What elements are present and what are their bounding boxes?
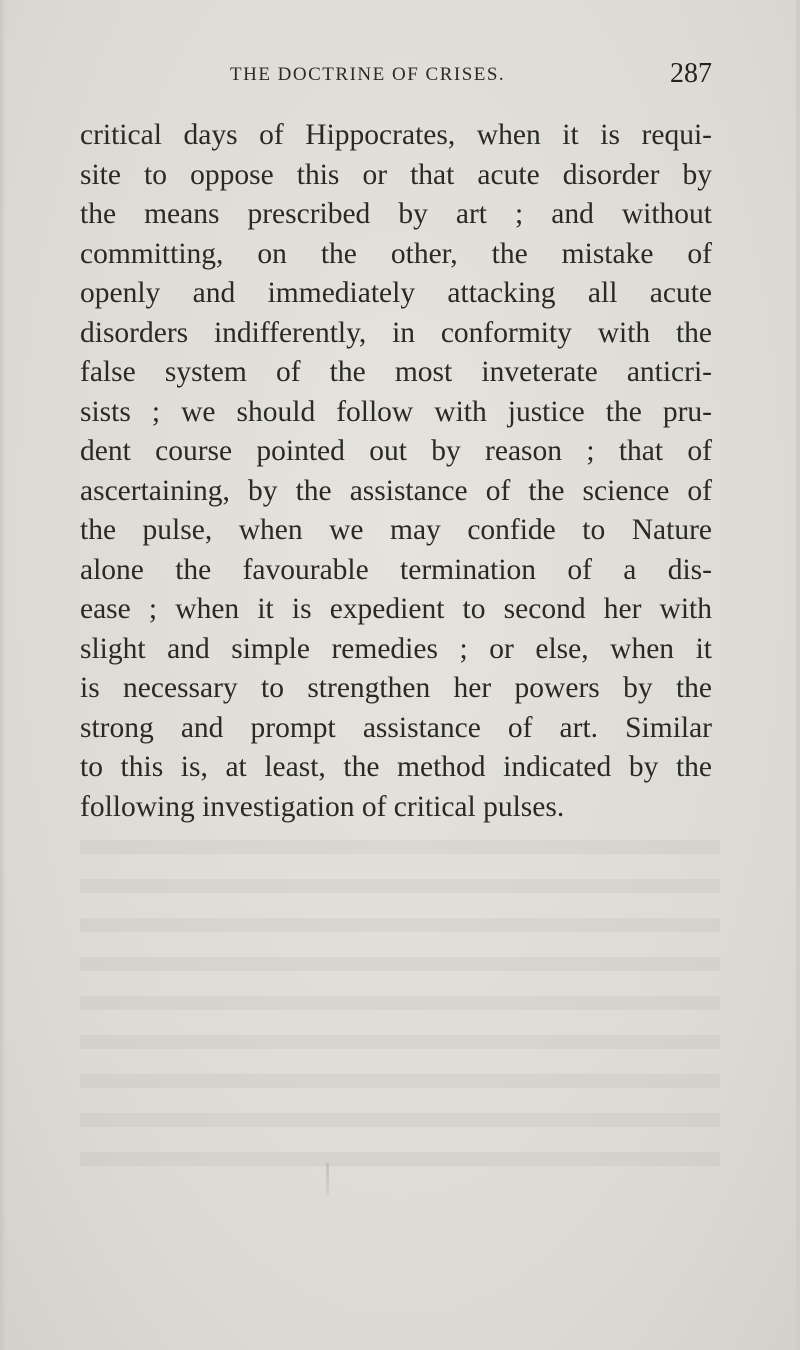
page-edge-right [796,0,800,1350]
text-line: false system of the most inveterate anticri- [80,356,712,388]
text-line: the pulse, when we may confide to Nature [80,514,712,546]
text-line-last: following investigation of critical pulses. [80,790,565,823]
text-line: the means prescribed by art ; and without [80,198,712,230]
text-line: alone the favourable termination of a dis- [80,553,712,586]
running-head: THE DOCTRINE OF CRISES. [230,64,506,85]
text-line: strong and prompt assistance of art. Similar [80,711,712,744]
text-line: site to oppose this or that acute disorder by [80,158,712,191]
text-line: critical days of Hippocrates, when it is requi- [80,119,712,151]
text-line: openly and immediately attacking all acute [80,277,712,309]
text-line: slight and simple remedies ; or else, when it [80,632,712,665]
text-line: sists ; we should follow with justice the pru- [80,395,712,428]
text-line: dent course pointed out by reason ; that of [80,435,712,467]
text-line: is necessary to strengthen her powers by the [80,672,712,704]
page-header [80,58,712,94]
text-line: ascertaining, by the assistance of the science of [80,474,712,507]
body-text [80,116,712,827]
paper-mark [326,1163,329,1195]
text-line: committing, on the other, the mistake of [80,237,712,270]
show-through-text [80,840,720,1180]
page-number: 287 [670,58,712,89]
text-line: to this is, at least, the method indicated by the [80,751,712,783]
text-line: disorders indifferently, in conformity with the [80,316,712,349]
page-edge-shadow [0,0,6,1350]
text-line: ease ; when it is expedient to second her with [80,593,712,625]
